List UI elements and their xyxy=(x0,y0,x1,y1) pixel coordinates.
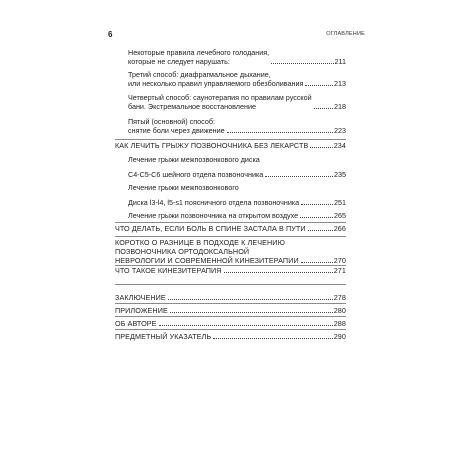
dot-leader xyxy=(301,204,333,205)
toc-page-number: 213 xyxy=(334,79,346,88)
toc-page-number: 235 xyxy=(334,170,346,179)
toc-entry-line: ЗАКЛЮЧЕНИЕ xyxy=(115,293,166,302)
toc-entry-line: Пятый (основной) способ: xyxy=(128,117,215,126)
divider xyxy=(115,316,346,317)
dot-leader xyxy=(159,325,333,326)
page-number: 6 xyxy=(108,30,113,39)
toc-entry-main xyxy=(115,238,346,265)
toc-entry-line: НЕВРОЛОГИИ И СОВРЕМЕННОЙ КИНЕЗИТЕРАПИИ xyxy=(115,256,299,265)
toc-entry-line: снятие боли через движение xyxy=(128,126,225,135)
dot-leader xyxy=(314,108,333,109)
toc-entry xyxy=(128,48,346,66)
divider xyxy=(115,222,346,223)
toc-entry-line: Лечение грыжи позвоночника на открытом воздухе xyxy=(128,211,299,220)
toc-entry-line: ЧТО ДЕЛАТЬ, ЕСЛИ БОЛЬ В СПИНЕ ЗАСТАЛА В ПУТИ xyxy=(115,224,306,233)
toc-entry xyxy=(128,211,346,220)
divider xyxy=(115,329,346,330)
toc-entry-main xyxy=(115,306,346,315)
toc-page-number: 270 xyxy=(333,256,346,265)
dot-leader xyxy=(310,147,332,148)
toc-entry xyxy=(128,70,346,88)
toc-page-number: 218 xyxy=(334,102,346,111)
toc-entry xyxy=(128,155,346,164)
toc-page-number: 288 xyxy=(333,319,346,328)
dot-leader xyxy=(301,262,333,263)
toc-entry-line: Некоторые правила лечебного голодания, xyxy=(128,48,270,57)
toc-entry-line: Лечение грыжи межпозвонкового диска xyxy=(128,155,260,164)
toc-page-number: 266 xyxy=(333,224,346,233)
toc-page-number: 265 xyxy=(334,211,346,220)
running-head: ОГЛАВЛЕНИЕ xyxy=(326,31,365,37)
divider xyxy=(115,284,346,285)
toc-entry-line: ПРЕДМЕТНЫЙ УКАЗАТЕЛЬ xyxy=(115,332,212,341)
divider xyxy=(115,236,346,237)
toc-page-number: 251 xyxy=(334,198,346,207)
toc-page-number: 223 xyxy=(334,126,346,135)
dot-leader xyxy=(213,338,333,339)
toc-entry-line: ЧТО ТАКОЕ КИНЕЗИТЕРАПИЯ xyxy=(115,266,222,275)
dot-leader xyxy=(265,176,333,177)
toc-page-number: 211 xyxy=(334,57,346,66)
dot-leader xyxy=(300,217,333,218)
toc-entry-line: КОРОТКО О РАЗНИЦЕ В ПОДХОДЕ К ЛЕЧЕНИЮ xyxy=(115,238,285,247)
toc-entry-line: бани. Экстремальное восстановление xyxy=(128,102,256,111)
toc-entry-main xyxy=(115,319,346,328)
toc-entry xyxy=(128,170,346,179)
toc-entry xyxy=(128,183,346,192)
divider xyxy=(115,303,346,304)
toc-entry-main xyxy=(115,293,346,302)
toc-entry-line: Лечение грыжи межпозвонкового xyxy=(128,183,239,192)
toc-entry-line: ПОЗВОНОЧНИКА ОРТОДОКСАЛЬНОЙ xyxy=(115,247,250,256)
toc-page-number: 280 xyxy=(333,306,346,315)
toc-entry-line: КАК ЛЕЧИТЬ ГРЫЖУ ПОЗВОНОЧНИКА БЕЗ ЛЕКАРСТВ xyxy=(115,141,309,150)
toc-entry-line: Диска l3-l4, l5-s1 поясничного отдела позвоночника xyxy=(128,198,300,207)
toc-entry xyxy=(128,93,346,111)
toc-entry-line: или несколько правил управляемого обезболивания xyxy=(128,79,304,88)
toc-page-number: 290 xyxy=(333,332,346,341)
toc-entry-line: ОБ АВТОРЕ xyxy=(115,319,157,328)
toc-entry-line: С4-С5-С6 шейного отдела позвоночника xyxy=(128,170,264,179)
dot-leader xyxy=(224,272,333,273)
toc-entry-main xyxy=(115,141,346,150)
toc-page-number: 278 xyxy=(333,293,346,302)
toc-entry-main xyxy=(115,332,346,341)
dot-leader xyxy=(227,132,333,133)
dot-leader xyxy=(271,63,333,64)
dot-leader xyxy=(170,312,333,313)
toc-entry xyxy=(128,198,346,207)
divider xyxy=(115,139,346,140)
toc-page-number: 234 xyxy=(333,141,346,150)
toc-entry-line: ПРИЛОЖЕНИЕ xyxy=(115,306,168,315)
dot-leader xyxy=(308,230,333,231)
dot-leader xyxy=(305,85,333,86)
toc-entry-line: которые не следует нарушать: xyxy=(128,57,230,66)
toc-entry-line: Четвертый способ: саунотерапия по правилам русской xyxy=(128,93,312,102)
toc-entry xyxy=(128,117,346,135)
toc-page-number: 271 xyxy=(333,266,346,275)
toc-entry-main xyxy=(115,224,346,233)
dot-leader xyxy=(168,299,333,300)
toc-entry-main xyxy=(115,266,346,275)
toc-entry-line: Третий способ: диафрагмальное дыхание, xyxy=(128,70,271,79)
